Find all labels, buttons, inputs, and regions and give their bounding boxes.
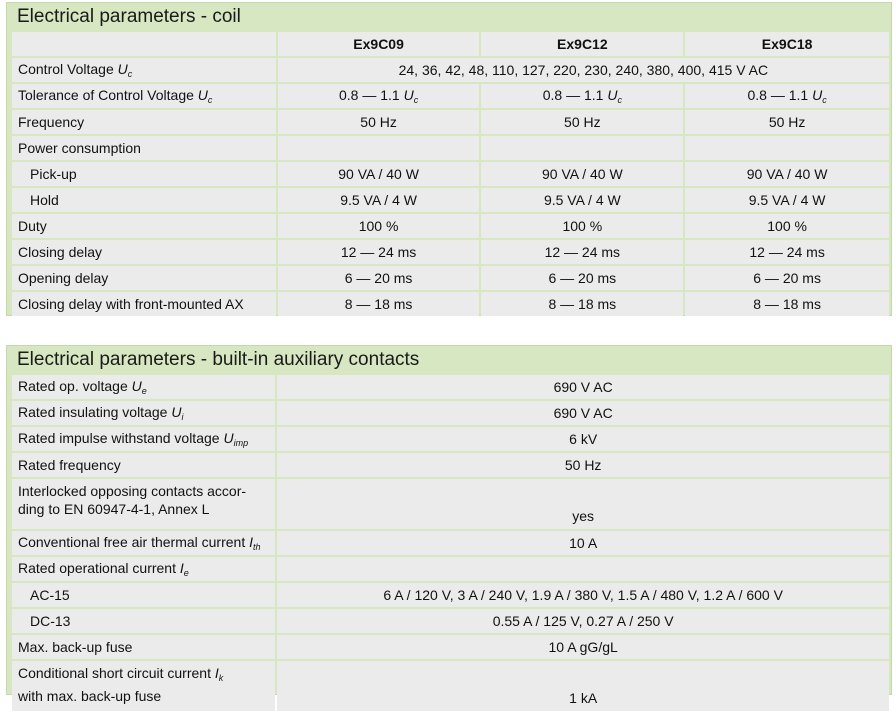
table-row bbox=[12, 375, 889, 399]
aux-contacts-panel bbox=[6, 345, 892, 706]
row-value: 12 — 24 ms bbox=[481, 240, 683, 264]
row-value-empty bbox=[685, 136, 889, 160]
row-value: 90 VA / 40 W bbox=[278, 162, 480, 186]
row-value: 8 — 18 ms bbox=[278, 292, 480, 316]
row-value: 50 Hz bbox=[685, 110, 889, 134]
header-ex9c12: Ex9C12 bbox=[481, 32, 683, 56]
table-row bbox=[12, 661, 889, 711]
row-value: 10 A bbox=[277, 531, 889, 555]
row-value: 10 A gG/gL bbox=[277, 635, 889, 659]
table-row bbox=[12, 136, 889, 160]
row-value: 90 VA / 40 W bbox=[481, 162, 683, 186]
row-value: 100 % bbox=[278, 214, 480, 238]
row-value: 1 kA bbox=[277, 661, 889, 711]
row-value: 8 — 18 ms bbox=[481, 292, 683, 316]
header-ex9c09: Ex9C09 bbox=[278, 32, 480, 56]
table-row bbox=[12, 84, 889, 108]
row-value: 6 — 20 ms bbox=[481, 266, 683, 290]
row-value-empty bbox=[278, 136, 480, 160]
header-ex9c18: Ex9C18 bbox=[685, 32, 889, 56]
row-label: Control Voltage $U_c$ bbox=[12, 58, 276, 82]
table-row bbox=[12, 453, 889, 477]
row-label: Opening delay bbox=[12, 266, 276, 290]
table-row bbox=[12, 58, 889, 82]
header-blank-cell bbox=[12, 32, 276, 56]
row-value: 24, 36, 42, 48, 110, 127, 220, 230, 240, 380, 400, 415 V AC bbox=[278, 58, 889, 82]
row-label: Tolerance of Control Voltage $U_c$ bbox=[12, 84, 276, 108]
row-value: 6 kV bbox=[277, 427, 889, 451]
row-label: Rated op. voltage $U_e$ bbox=[12, 375, 275, 399]
table-row bbox=[12, 292, 889, 316]
row-label: Frequency bbox=[12, 110, 276, 134]
row-value: yes bbox=[277, 479, 889, 529]
table-row bbox=[12, 401, 889, 425]
table-row bbox=[12, 162, 889, 186]
coil-parameters-panel bbox=[6, 2, 892, 316]
table-row bbox=[12, 531, 889, 555]
row-label: Interlocked opposing contacts accor- ding to EN 60947-4-1, Annex L bbox=[12, 479, 275, 529]
row-label: Closing delay with front-mounted AX bbox=[12, 292, 276, 316]
row-value: 12 — 24 ms bbox=[278, 240, 480, 264]
row-value: 9.5 VA / 4 W bbox=[481, 188, 683, 212]
row-value: 9.5 VA / 4 W bbox=[278, 188, 480, 212]
row-label: Rated operational current $I_e$ bbox=[12, 557, 275, 581]
row-value: 690 V AC bbox=[277, 375, 889, 399]
table-row bbox=[12, 214, 889, 238]
row-label: DC-13 bbox=[12, 609, 275, 633]
row-value: 8 — 18 ms bbox=[685, 292, 889, 316]
table-row bbox=[12, 583, 889, 607]
table-row bbox=[12, 609, 889, 633]
row-value: 50 Hz bbox=[277, 453, 889, 477]
row-value: 12 — 24 ms bbox=[685, 240, 889, 264]
table-row bbox=[12, 266, 889, 290]
row-label: Max. back-up fuse bbox=[12, 635, 275, 659]
coil-panel-title: Electrical parameters - coil bbox=[17, 6, 241, 27]
row-label: AC-15 bbox=[12, 583, 275, 607]
table-row bbox=[12, 240, 889, 264]
row-value: 50 Hz bbox=[278, 110, 480, 134]
row-value: 6 — 20 ms bbox=[685, 266, 889, 290]
table-row bbox=[12, 479, 889, 529]
table-row bbox=[12, 110, 889, 134]
table-row bbox=[12, 635, 889, 659]
coil-table bbox=[10, 30, 891, 318]
row-value: 0.8 — 1.1 $U_c$ bbox=[685, 84, 889, 108]
row-value: 90 VA / 40 W bbox=[685, 162, 889, 186]
row-label: Conditional short circuit current $I_k$ with max. back-up fuse bbox=[12, 661, 275, 711]
row-label: Conventional free air thermal current $I_{th}$ bbox=[12, 531, 275, 555]
row-value-empty bbox=[481, 136, 683, 160]
row-label: Closing delay bbox=[12, 240, 276, 264]
row-value: 690 V AC bbox=[277, 401, 889, 425]
row-value: 6 A / 120 V, 3 A / 240 V, 1.9 A / 380 V, 1.5 A / 480 V, 1.2 A / 600 V bbox=[277, 583, 889, 607]
row-label: Pick-up bbox=[12, 162, 276, 186]
table-row bbox=[12, 557, 889, 581]
row-label: Power consumption bbox=[12, 136, 276, 160]
row-value: 100 % bbox=[481, 214, 683, 238]
row-value: 6 — 20 ms bbox=[278, 266, 480, 290]
row-label: Rated frequency bbox=[12, 453, 275, 477]
row-value: 0.8 — 1.1 $U_c$ bbox=[481, 84, 683, 108]
row-label: Duty bbox=[12, 214, 276, 238]
aux-table bbox=[10, 373, 891, 713]
row-value: 9.5 VA / 4 W bbox=[685, 188, 889, 212]
row-value: 0.8 — 1.1 $U_c$ bbox=[278, 84, 480, 108]
row-label: Hold bbox=[12, 188, 276, 212]
table-row bbox=[12, 188, 889, 212]
aux-panel-title: Electrical parameters - built-in auxiliary contacts bbox=[17, 349, 420, 370]
row-value: 0.55 A / 125 V, 0.27 A / 250 V bbox=[277, 609, 889, 633]
table-row bbox=[12, 427, 889, 451]
row-value: 100 % bbox=[685, 214, 889, 238]
row-value-empty bbox=[277, 557, 889, 581]
row-label: Rated insulating voltage $U_i$ bbox=[12, 401, 275, 425]
row-label: Rated impulse withstand voltage $U_{imp}$ bbox=[12, 427, 275, 451]
table-header-row bbox=[12, 32, 889, 56]
row-value: 50 Hz bbox=[481, 110, 683, 134]
